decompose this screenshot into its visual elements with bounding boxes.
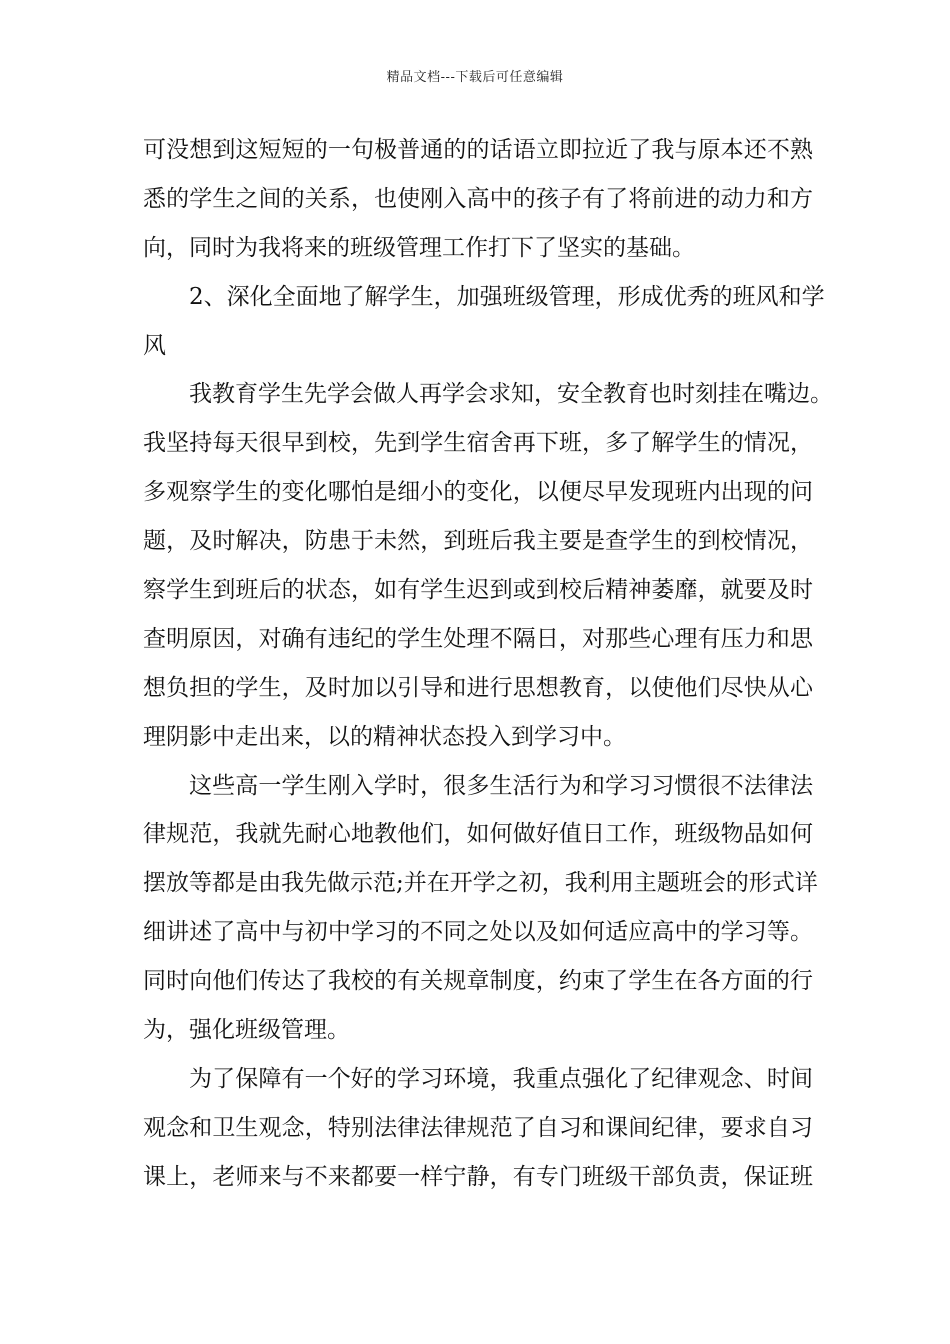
- text-line: 多观察学生的变化哪怕是细小的变化，以便尽早发现班内出现的问: [143, 479, 813, 506]
- text-line: 题，及时解决，防患于未然，到班后我主要是查学生的到校情况，: [143, 528, 813, 555]
- document-body: [143, 126, 833, 1202]
- text-line: 想负担的学生，及时加以引导和进行思想教育，以使他们尽快从心: [143, 674, 813, 701]
- text-line: 可没想到这短短的一句极普通的的话语立即拉近了我与原本还不熟: [143, 137, 813, 163]
- text-line: 理阴影中走出来，以的精神状态投入到学习中。: [143, 723, 626, 750]
- text-line: 这些高一学生刚入学时，很多生活行为和学习习惯很不法律法: [189, 772, 813, 799]
- text-line: 同时向他们传达了我校的有关规章制度，约束了学生在各方面的行: [143, 968, 813, 995]
- text-line: 察学生到班后的状态，如有学生迟到或到校后精神萎靡，就要及时: [143, 577, 813, 604]
- text-line: 我教育学生先学会做人再学会求知，安全教育也时刻挂在嘴边。: [189, 381, 833, 408]
- section-heading-line: 风: [143, 332, 166, 359]
- section-heading-line: 2、深化全面地了解学生，加强班级管理，形成优秀的班风和学: [189, 283, 825, 310]
- text-line: 为，强化班级管理。: [143, 1017, 350, 1044]
- text-line: 悉的学生之间的关系，也使刚入高中的孩子有了将前进的动力和方: [143, 185, 813, 212]
- text-line: 为了保障有一个好的学习环境，我重点强化了纪律观念、时间: [189, 1065, 813, 1092]
- page-header: 精品文档---下载后可任意编辑: [386, 70, 564, 85]
- text-line: 查明原因，对确有违纪的学生处理不隔日，对那些心理有压力和思: [143, 625, 813, 652]
- text-line: 摆放等都是由我先做示范;并在开学之初，我利用主题班会的形式详: [143, 870, 818, 897]
- text-line: 向，同时为我将来的班级管理工作打下了坚实的基础。: [143, 234, 695, 261]
- text-line: 课上，老师来与不来都要一样宁静，有专门班级干部负责，保证班: [143, 1163, 813, 1190]
- text-line: 律规范，我就先耐心地教他们，如何做好值日工作，班级物品如何: [143, 821, 813, 848]
- text-line: 观念和卫生观念，特别法律法律规范了自习和课间纪律，要求自习: [143, 1114, 813, 1141]
- text-line: 我坚持每天很早到校，先到学生宿舍再下班，多了解学生的情况，: [143, 430, 813, 457]
- text-line: 细讲述了高中与初中学习的不同之处以及如何适应高中的学习等。: [143, 919, 813, 946]
